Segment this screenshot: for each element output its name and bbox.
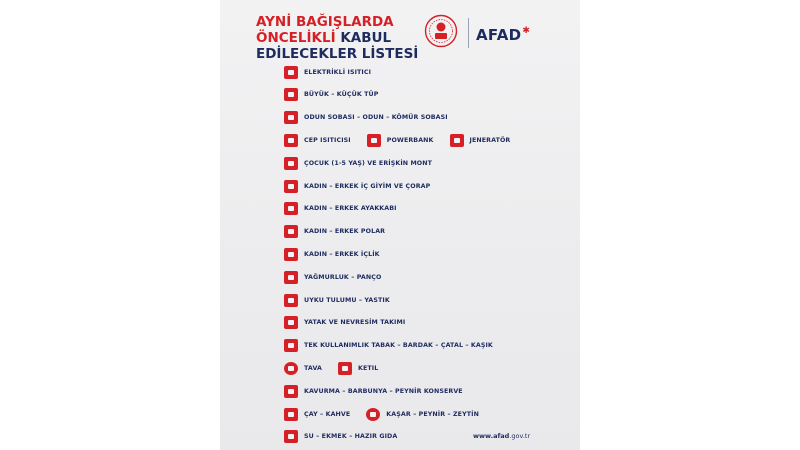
list-item-label: JENERATÖR: [469, 136, 511, 144]
list-row: [284, 246, 396, 262]
gas-cylinder-icon: [284, 88, 298, 101]
pocket-heater-icon: [284, 134, 298, 147]
bread-icon: [284, 430, 298, 443]
list-item: [284, 385, 463, 398]
list-row: [284, 64, 387, 80]
list-row: [284, 155, 448, 171]
underwear-icon: [284, 248, 298, 261]
cutlery-icon: [284, 339, 298, 352]
list-item-label: BÜYÜK – KÜÇÜK TÜP: [304, 91, 379, 99]
list-item: [284, 408, 350, 421]
list-item-label: KADIN – ERKEK İÇLİK: [304, 250, 380, 258]
list-item-label: TAVA: [304, 364, 322, 372]
list-row: [284, 110, 464, 126]
list-item: [284, 294, 390, 307]
list-row: [284, 132, 526, 148]
list-row: [284, 201, 413, 217]
raincoat-icon: [284, 271, 298, 284]
list-item: [284, 271, 381, 284]
website-domain-bold: www.afad: [473, 432, 510, 440]
list-item-label: YATAK VE NEVRESİM TAKIMI: [304, 319, 406, 327]
list-item-label: TEK KULLANIMLIK TABAK – BARDAK – ÇATAL – KAŞIK: [304, 342, 493, 350]
list-item-label: KADIN – ERKEK POLAR: [304, 228, 386, 236]
afad-star-icon: ✱: [522, 26, 531, 36]
list-item-label: KAVURMA – BARBUNYA – PEYNİR KONSERVE: [304, 387, 463, 395]
website-domain-rest: .gov.tr: [509, 432, 531, 440]
list-row: [284, 269, 397, 285]
list-item: [284, 248, 380, 261]
title-line-3: EDİLECEKLER LİSTESİ: [256, 46, 419, 62]
bed-icon: [284, 316, 298, 329]
list-item-label: YAĞMURLUK – PANÇO: [304, 273, 382, 281]
list-item-label: ODUN SOBASI – ODUN – KÖMÜR SOBASI: [304, 114, 448, 122]
list-item: [284, 339, 493, 352]
list-row: [284, 383, 479, 399]
list-item: [284, 362, 322, 375]
kettle-icon: [338, 362, 352, 375]
list-item-label: ÇAY – KAHVE: [304, 410, 351, 418]
title-line-1: AYNİ BAĞIŞLARDA: [256, 14, 394, 30]
list-row: [284, 406, 495, 422]
title-line-2-blue: KABUL: [340, 30, 392, 46]
list-item: [450, 134, 511, 147]
list-item: [284, 316, 405, 329]
list-item: [367, 134, 434, 147]
poster-title: [256, 14, 418, 62]
list-row: [284, 224, 401, 240]
sleeping-bag-icon: [284, 294, 298, 307]
can-icon: [284, 385, 298, 398]
list-row: [284, 338, 509, 354]
fleece-icon: [284, 225, 298, 238]
website-link[interactable]: [473, 432, 530, 440]
list-item-label: KETIL: [357, 364, 379, 372]
government-seal-icon: [424, 14, 458, 48]
afad-logo-text: AFAD: [476, 26, 522, 44]
donation-poster: [220, 0, 580, 450]
list-item-label: ELEKTRİKLİ ISITICI: [304, 68, 372, 76]
list-item: [284, 88, 378, 101]
coat-icon: [284, 157, 298, 170]
list-row: [284, 429, 413, 445]
list-item-label: CEP ISITICISI: [304, 136, 351, 144]
list-item-label: KAŞAR – PEYNİR – ZEYTİN: [386, 410, 479, 418]
list-item-label: ÇOCUK (1-5 YAŞ) VE ERİŞKİN MONT: [304, 159, 433, 167]
list-item-label: UYKU TULUMU – YASTIK: [304, 296, 390, 304]
list-row: [284, 315, 421, 331]
pan-icon: [284, 362, 298, 375]
list-item: [284, 111, 448, 124]
olive-icon: [366, 408, 380, 421]
shoe-icon: [284, 202, 298, 215]
generator-icon: [450, 134, 464, 147]
list-item: [284, 225, 385, 238]
list-item: [338, 362, 378, 375]
list-item-label: KADIN – ERKEK AYAKKABI: [304, 205, 397, 213]
tea-cup-icon: [284, 408, 298, 421]
afad-logo: [476, 26, 530, 44]
sock-icon: [284, 180, 298, 193]
title-line-2-red: ÖNCELİKLİ: [256, 30, 336, 46]
list-item: [284, 202, 397, 215]
stove-icon: [284, 111, 298, 124]
list-item: [284, 66, 371, 79]
list-row: [284, 292, 406, 308]
list-item: [366, 408, 479, 421]
list-item: [284, 134, 351, 147]
list-row: [284, 87, 394, 103]
heater-icon: [284, 66, 298, 79]
powerbank-icon: [367, 134, 381, 147]
list-item: [284, 430, 397, 443]
list-item: [284, 157, 432, 170]
list-item-label: SU – EKMEK – HAZIR GIDA: [304, 433, 398, 441]
list-row: [284, 360, 394, 376]
list-item: [284, 180, 430, 193]
list-item-label: POWERBANK: [386, 136, 434, 144]
list-item-label: KADIN – ERKEK İÇ GİYİM VE ÇORAP: [304, 182, 431, 190]
list-row: [284, 178, 446, 194]
logo-divider: [468, 18, 469, 48]
